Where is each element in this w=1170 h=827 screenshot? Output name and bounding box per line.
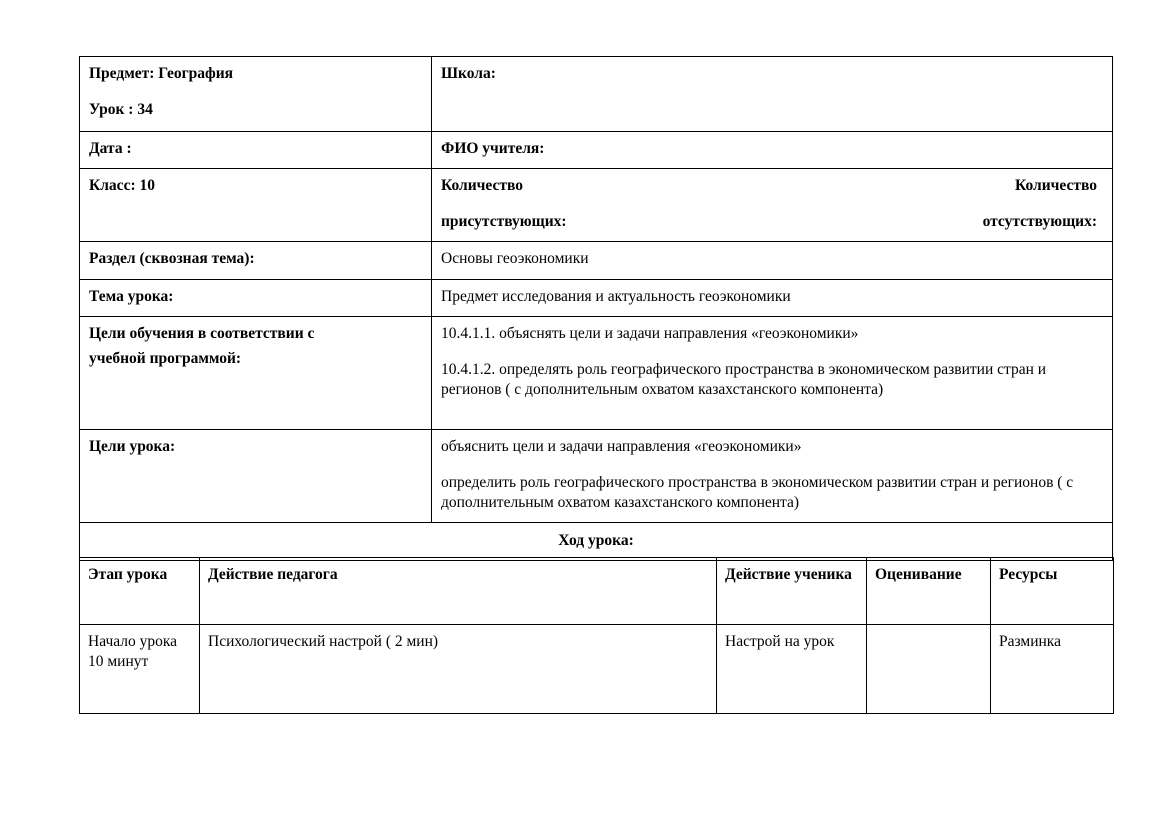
cell-date	[80, 132, 432, 169]
cell-resources: Разминка	[991, 625, 1114, 714]
column-header-student-action: Действие ученика	[717, 558, 867, 625]
lesson-number-label: Урок : 34	[89, 101, 153, 119]
lesson-goals-label: Цели урока:	[89, 437, 176, 455]
curriculum-goal-1: 10.4.1.1. объяснять цели и задачи направления «геоэкономики»	[441, 324, 859, 342]
table-row	[80, 625, 1114, 714]
column-header-assessment: Оценивание	[867, 558, 991, 625]
lesson-goal-2: определить роль географического пространства в экономическом развитии стран и регионов ( с дополнительным охватом казахстанского компонента)	[441, 473, 1074, 511]
row-section	[80, 242, 1113, 279]
cell-teacher-name	[432, 132, 1113, 169]
class-label: Класс: 10	[89, 177, 155, 195]
teacher-name-label: ФИО учителя:	[441, 140, 545, 157]
column-header-resources: Ресурсы	[991, 558, 1114, 625]
lesson-goal-1: объяснить цели и задачи направления «геоэкономики»	[441, 437, 802, 455]
row-curriculum-goals	[80, 316, 1113, 429]
present-count-label-line2: присутствующих:	[441, 213, 567, 231]
cell-lesson-goals-label	[80, 429, 432, 522]
row-course-banner	[80, 523, 1113, 561]
cell-section-value	[432, 242, 1113, 279]
topic-label: Тема урока:	[89, 287, 174, 305]
column-header-teacher-action: Действие педагога	[200, 558, 717, 625]
cell-class	[80, 169, 432, 242]
cell-curriculum-goals-label	[80, 316, 432, 429]
row-lesson-goals	[80, 429, 1113, 522]
lesson-info-table	[79, 56, 1113, 561]
cell-student-action: Настрой на урок	[717, 625, 867, 714]
row-class-attendance	[80, 169, 1113, 242]
cell-subject	[80, 57, 432, 132]
cell-curriculum-goals-value	[432, 316, 1113, 429]
cell-teacher-action: Психологический настрой ( 2 мин)	[200, 625, 717, 714]
section-label: Раздел (сквозная тема):	[89, 250, 255, 268]
present-count-block	[441, 176, 567, 232]
row-topic	[80, 279, 1113, 316]
column-header-stage: Этап урока	[80, 558, 200, 625]
cell-topic-label	[80, 279, 432, 316]
absent-count-block	[983, 176, 1103, 232]
course-schedule-table	[79, 557, 1114, 714]
cell-topic-value	[432, 279, 1113, 316]
curriculum-goals-label-line2: учебной программой:	[89, 349, 242, 367]
date-label: Дата :	[89, 140, 132, 157]
cell-attendance	[432, 169, 1113, 242]
subject-label: Предмет: География	[89, 65, 234, 82]
cell-lesson-goals-value	[432, 429, 1113, 522]
curriculum-goals-label-line1: Цели обучения в соответствии с	[89, 324, 315, 342]
cell-school	[432, 57, 1113, 132]
schedule-header-row	[80, 558, 1114, 625]
cell-stage: Начало урока 10 минут	[80, 625, 200, 714]
school-label: Школа:	[441, 65, 496, 82]
course-banner-label: Ход урока:	[80, 523, 1113, 561]
present-count-label-line1: Количество	[441, 177, 523, 195]
cell-assessment	[867, 625, 991, 714]
row-date	[80, 132, 1113, 169]
absent-count-label-line1: Количество	[1015, 177, 1097, 195]
absent-count-label-line2: отсутствующих:	[982, 213, 1097, 231]
section-value: Основы геоэкономики	[441, 250, 589, 268]
topic-value: Предмет исследования и актуальность геоэкономики	[441, 287, 791, 305]
attendance-row	[441, 176, 1103, 232]
curriculum-goal-2: 10.4.1.2. определять роль географического пространства в экономическом развитии стран и регионов ( с дополнительным охватом казахстанского компонента)	[441, 360, 1047, 398]
cell-section-label	[80, 242, 432, 279]
row-subject	[80, 57, 1113, 132]
